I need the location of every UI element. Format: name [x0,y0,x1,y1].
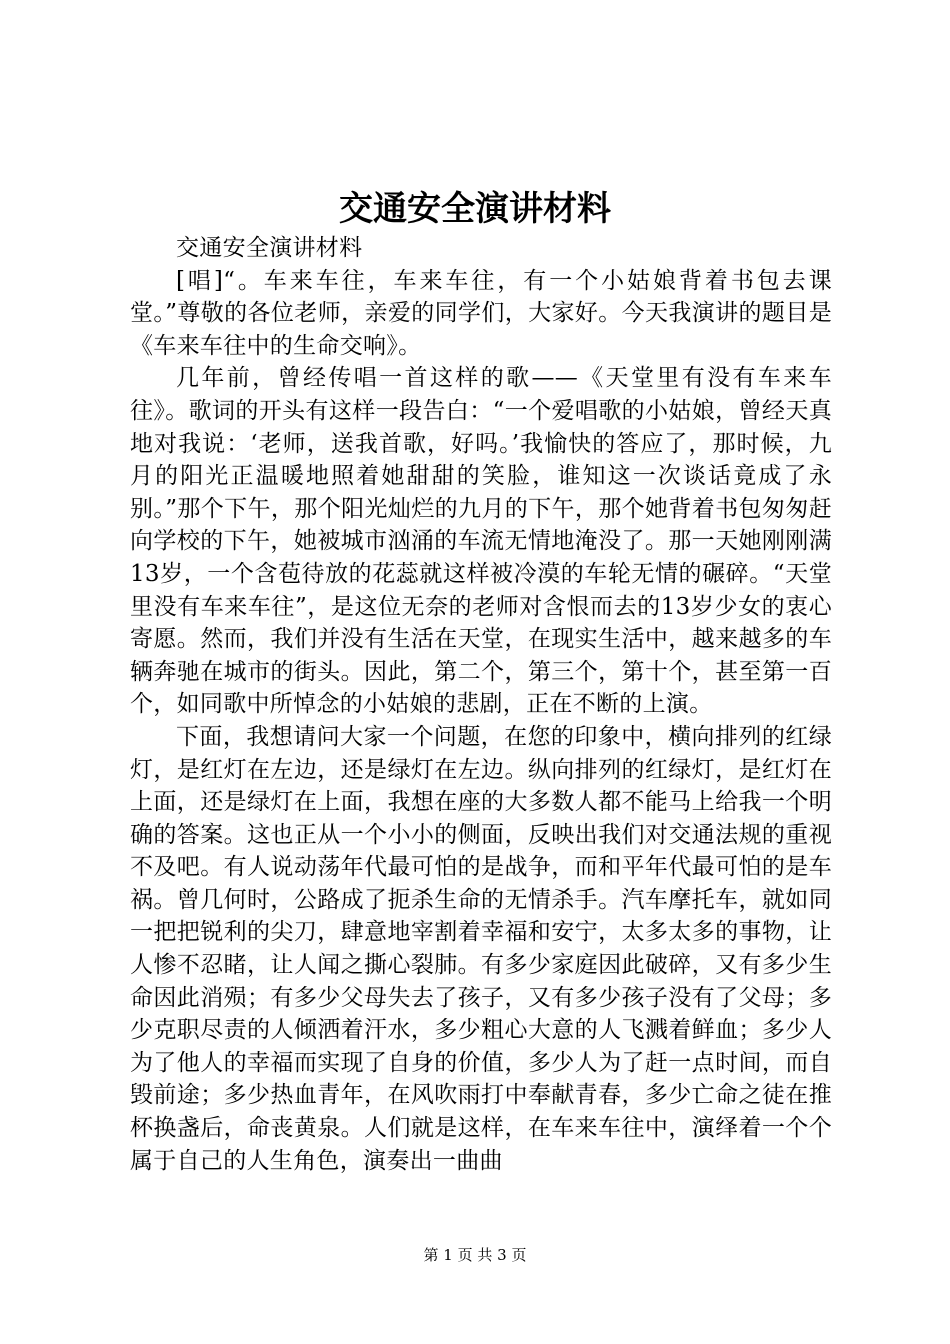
paragraph-subtitle: 交通安全演讲材料 [176,235,363,261]
paragraph-question: 下面，我想请问大家一个问题，在您的印象中，横向排列的红绿灯，是红灯在左边，还是绿灯在左边。纵向排列的红绿灯，是红灯在上面，还是绿灯在上面，我想在座的大多数人都不能马上给我一个明确的答案。这也正从一个小小的侧面，反映出我们对交通法规的重视不及吧。有人说动荡年代最可怕的是战争，而和平年代最可怕的是车祸。曾几何时，公路成了扼杀生命的无情杀手。汽车摩托车，就如同一把把锐利的尖刀，肆意地宰割着幸福和安宁，太多太多的事物，让人惨不忍睹，让人闻之撕心裂肺。有多少家庭因此破碎，又有多少生命因此消殒；有多少父母失去了孩子，又有多少孩子没有了父母；多少克职尽责的人倾洒着汗水，多少粗心大意的人飞溅着鲜血；多少人为了他人的幸福而实现了自身的价值，多少人为了赶一点时间，而自毁前途；多少热血青年，在风吹雨打中奉献青春，多少亡命之徒在推杯换盏后，命丧黄泉。人们就是这样，在车来车往中，演绎着一个个属于自己的人生角色，演奏出一曲曲 [130,723,832,1174]
document-body [130,232,832,1177]
paragraph-story: 几年前，曾经传唱一首这样的歌——《天堂里有没有车来车往》。歌词的开头有这样一段告白：“一个爱唱歌的小姑娘，曾经天真地对我说：‘老师，送我首歌，好吗。’我愉快的答应了，那时候，九月的阳光正温暖地照着她甜甜的笑脸，谁知这一次谈话竟成了永别。”那个下午，那个阳光灿烂的九月的下午，那个她背着书包匆匆赶向学校的下午，她被城市汹涌的车流无情地淹没了。那一天她刚刚满13岁，一个含苞待放的花蕊就这样被冷漠的车轮无情的碾碎。“天堂里没有车来车往”，是这位无奈的老师对含恨而去的13岁少女的衷心寄愿。然而，我们并没有生活在天堂，在现实生活中，越来越多的车辆奔驰在城市的街头。因此，第二个，第三个，第十个，甚至第一百个，如同歌中所悼念的小姑娘的悲剧，正在不断的上演。 [130,365,832,718]
document-title: 交通安全演讲材料 [339,189,611,229]
page-footer: 第 1 页 共 3 页 [423,1246,527,1264]
paragraph-intro: [唱]“。车来车往，车来车往，有一个小姑娘背着书包去课堂。”尊敬的各位老师，亲爱的同学们，大家好。今天我演讲的题目是《车来车往中的生命交响》。 [130,267,832,359]
